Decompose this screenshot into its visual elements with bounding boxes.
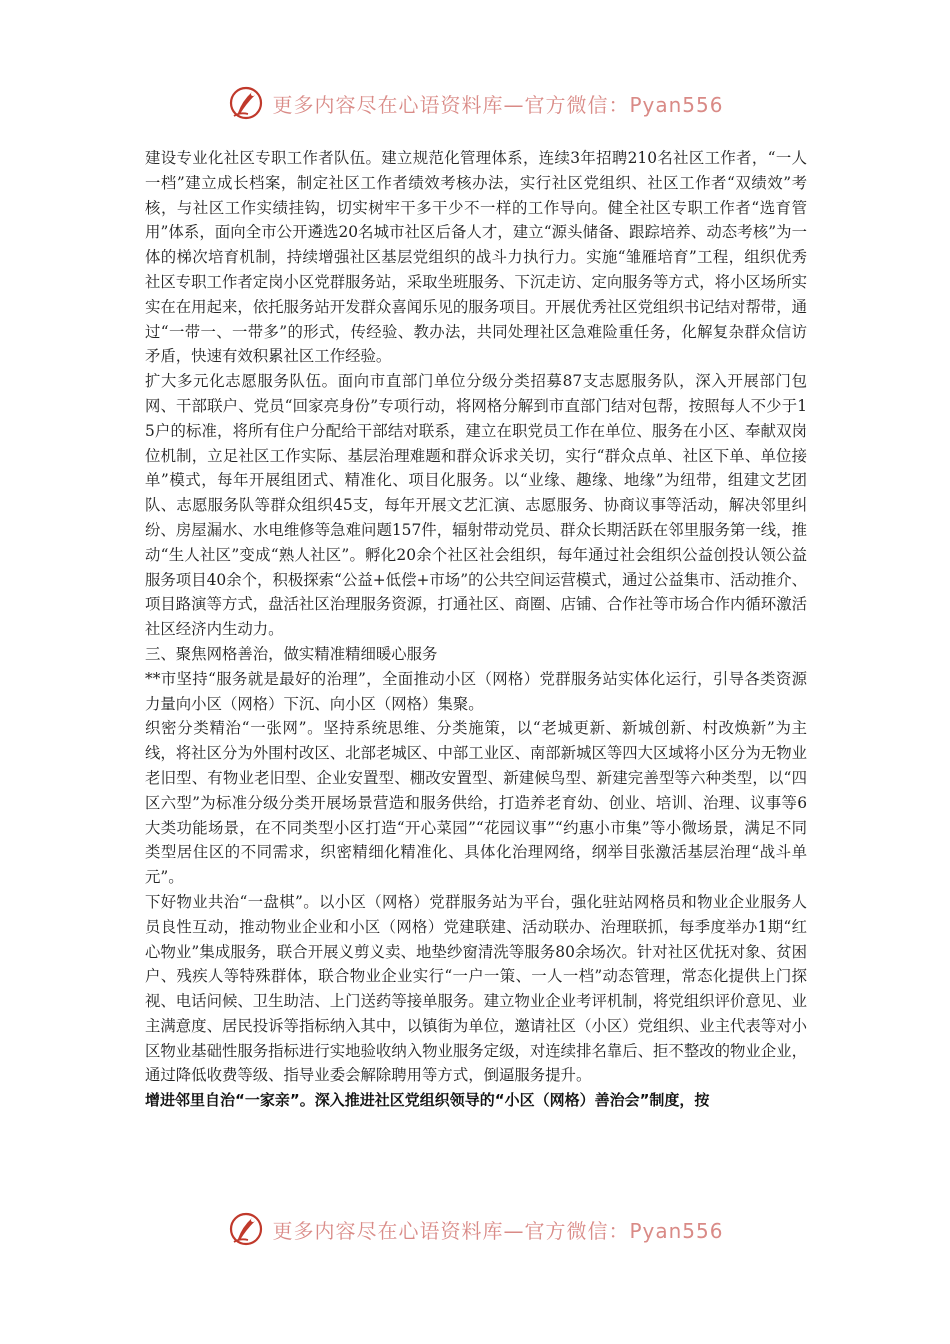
watermark-text: 更多内容尽在心语资料库—官方微信：Pyan556 (272, 92, 724, 117)
section-heading: 三、聚焦网格善治，做实精准精细暖心服务 (145, 644, 438, 663)
paragraph-community-workers: 建设专业化社区专职工作者队伍。建立规范化管理体系，连续3年招聘210名社区工作者，“一人一档”建立成长档案，制定社区工作者绩效考核办法，实行社区党组织、社区工作者“双绩效”考核，与社区工作实绩挂钩，切实树牢干多干少不一样的工作导向。健全社区专职工作者“选育管用”体系，面向全市公开遴选20名城市社区后备人才，建立“源头储备、跟踪培养、动态考核”为一体的梯次培育机制，持续增强社区基层党组织的战斗力执行力。实施“雏雁培育”工程，组织优秀社区专职工作者定岗小区党群服务站，采取坐班服务、下沉走访、定向服务等方式，将小区场所实实在在用起来，依托服务站开发群众喜闻乐见的服务项目。开展优秀社区党组织书记结对帮带，通过“一带一、一带多”的形式，传经验、教办法，共同处理社区急难险重任务，化解复杂群众信访矛盾，快速有效积累社区工作经验。 (145, 149, 807, 366)
paragraph-neighborhood-autonomy: 增进邻里自治“一家亲”。深入推进社区党组织领导的“小区（网格）善治会”制度，按 (145, 1091, 710, 1110)
paragraph-classification-governance: 织密分类精治“一张网”。坚持系统思维、分类施策，以“老城更新、新城创新、村改焕新”为主线，将社区分为外围村改区、北部老城区、中部工业区、南部新城区等四大区域将小区分为无物业老旧型、有物业老旧型、企业安置型、棚改安置型、新建候鸟型、新建完善型等六种类型，以“四区六型”为标准分级分类开展场景营造和服务供给，打造养老育幼、创业、培训、治理、议事等6大类功能场景，在不同类型小区打造“开心菜园”“花园议事”“约惠小市集”等小微场景，满足不同类型居住区的不同需求，织密精细化精准化、具体化治理网络，纲举目张激活基层治理“战斗单元”。 (145, 719, 807, 887)
document-body (145, 146, 807, 1113)
paragraph-service-intro: **市坚持“服务就是最好的治理”，全面推动小区（网格）党群服务站实体化运行，引导各类资源力量向小区（网格）下沉、向小区（网格）集聚。 (145, 669, 807, 713)
paragraph-property-cogovernance: 下好物业共治“一盘棋”。以小区（网格）党群服务站为平台，强化驻站网格员和物业企业服务人员良性互动，推动物业企业和小区（网格）党建联建、活动联办、治理联抓，每季度举办1期“红心物业”集成服务，联合开展义剪义卖、地垫纱窗清洗等服务80余场次。针对社区优抚对象、贫困户、残疾人等特殊群体，联合物业企业实行“一户一策、一人一档”动态管理，常态化提供上门探视、电话问候、卫生助洁、上门送药等接单服务。建立物业企业考评机制，将党组织评价意见、业主满意度、居民投诉等指标纳入其中，以镇街为单位，邀请社区（小区）党组织、业主代表等对小区物业基础性服务指标进行实地验收纳入物业服务定级，对连续排名靠后、拒不整改的物业企业，通过降低收费等级、指导业委会解除聘用等方式，倒逼服务提升。 (145, 892, 807, 1085)
watermark-header (0, 80, 950, 126)
paragraph-volunteer-teams: 扩大多元化志愿服务队伍。面向市直部门单位分级分类招募87支志愿服务队，深入开展部门包网、干部联户、党员“回家亮身份”专项行动，将网格分解到市直部门结对包帮，按照每人不少于15户的标准，将所有住户分配给干部结对联系，建立在职党员工作在单位、服务在小区、奉献双岗位机制，立足社区工作实际、基层治理难题和群众诉求关切，实行“群众点单、社区下单、单位接单”模式，每年开展组团式、精准化、项目化服务。以“业缘、趣缘、地缘”为纽带，组建文艺团队、志愿服务队等群众组织45支，每年开展文艺汇演、志愿服务、协商议事等活动，解决邻里纠纷、房屋漏水、水电维修等急难问题157件，辐射带动党员、群众长期活跃在邻里服务第一线，推动“生人社区”变成“熟人社区”。孵化20余个社区社会组织，每年通过社会组织公益创投认领公益服务项目40余个，积极探索“公益+低偿+市场”的公共空间运营模式，通过公益集市、活动推介、项目路演等方式，盘活社区治理服务资源，打通社区、商圈、店铺、合作社等市场合作内循环激活社区经济内生动力。 (145, 372, 807, 639)
pen-logo-icon (226, 1209, 266, 1249)
watermark-footer (0, 1206, 950, 1252)
watermark-text: 更多内容尽在心语资料库—官方微信：Pyan556 (272, 1218, 724, 1243)
pen-logo-icon (226, 83, 266, 123)
